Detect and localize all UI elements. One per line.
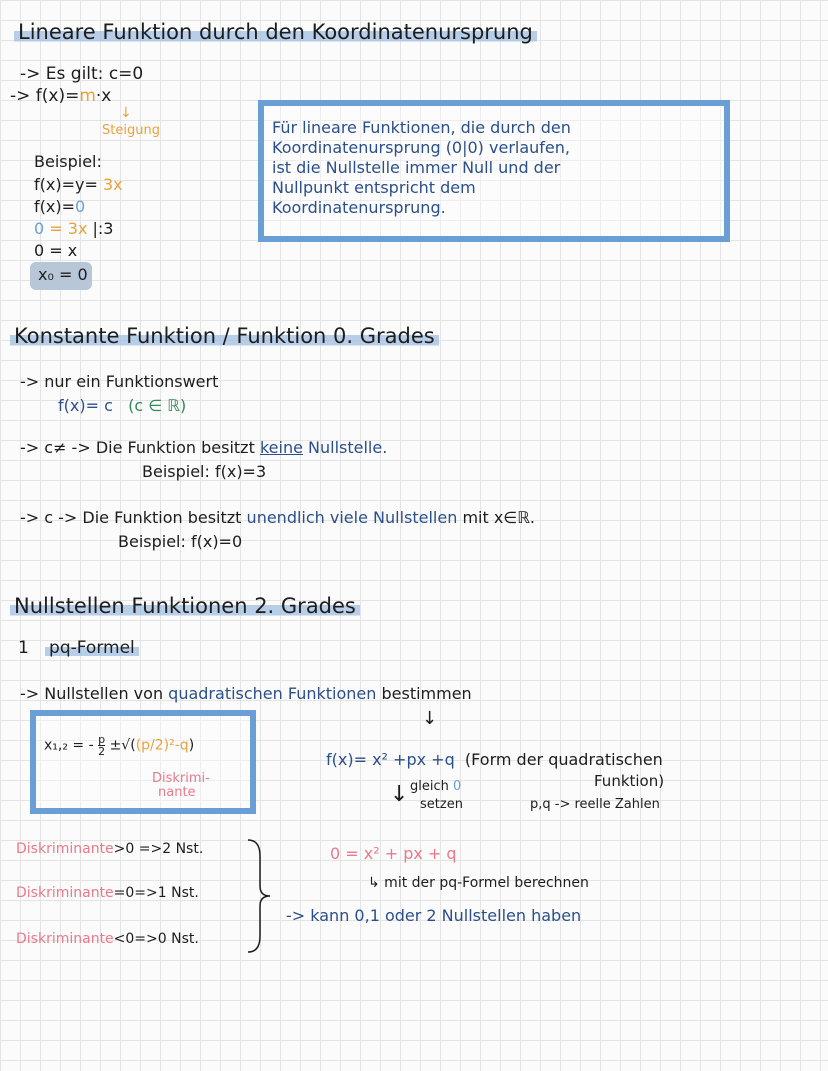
pq-intro: -> Nullstellen von quadratischen Funktionen bestimmen: [20, 684, 472, 703]
section-title-constant: Konstante Funktion / Funktion 0. Grades: [10, 326, 439, 347]
quadratic-form: f(x)= x² +px +q (Form der quadratischen: [326, 750, 663, 769]
arrow-down-icon: ↓: [422, 708, 438, 729]
steigung-label: Steigung: [102, 123, 160, 138]
discriminant-case-1: Diskriminante>0 =>2 Nst.: [16, 841, 204, 857]
arrow-down-icon: ↓: [120, 105, 132, 121]
condition-line: -> Es gilt: c=0: [20, 64, 144, 84]
discriminant-label-2: nante: [158, 785, 196, 800]
pq-real-note: p,q -> reelle Zahlen: [530, 797, 660, 812]
example-eq-2: f(x)=0: [34, 197, 86, 216]
result-line: -> kann 0,1 oder 2 Nullstellen haben: [286, 906, 582, 925]
info-note-line-2: Koordinatenursprung (0|0) verlaufen,: [272, 138, 570, 157]
constant-case-2: -> c -> Die Funktion besitzt unendlich viele Nullstellen mit x∈ℝ.: [20, 508, 535, 527]
constant-case-1-example: Beispiel: f(x)=3: [142, 462, 267, 481]
pq-calc-note: ↳ mit der pq-Formel berechnen: [368, 875, 589, 891]
setzen-label: setzen: [420, 797, 463, 812]
quadratic-form-note: Funktion): [594, 772, 665, 790]
info-note-line-3: ist die Nullstelle immer Null und der: [272, 158, 561, 177]
discriminant-case-3: Diskriminante<0=>0 Nst.: [16, 931, 199, 947]
constant-case-2-example: Beispiel: f(x)=0: [118, 532, 243, 551]
info-note-line-1: Für lineare Funktionen, die durch den: [272, 118, 571, 137]
formula-box: [30, 710, 256, 814]
constant-line-2: f(x)= c (c ∈ ℝ): [58, 396, 187, 415]
pq-formula: x₁,₂ = - $\frac{p}{2}$ ±√((p/2)²-q): [44, 733, 195, 758]
example-eq-3: 0 = 3x |:3: [34, 219, 114, 238]
section-title-linear: Lineare Funktion durch den Koordinatenursprung: [14, 22, 537, 43]
example-eq-1: f(x)=y= 3x: [34, 175, 123, 194]
constant-case-1: -> c≠ -> Die Funktion besitzt keine Nullstelle.: [20, 438, 388, 457]
arrow-down-icon: ↓: [390, 782, 409, 807]
example-eq-4: 0 = x: [34, 241, 78, 260]
section-title-quadratic: Nullstellen Funktionen 2. Grades: [10, 596, 360, 617]
info-note-line-5: Koordinatenursprung.: [272, 198, 446, 217]
example-result: x₀ = 0: [38, 265, 88, 284]
discriminant-case-2: Diskriminante=0=>1 Nst.: [16, 885, 199, 901]
gleich-label: gleich 0: [410, 779, 462, 794]
function-line: -> f(x)=m·x: [10, 86, 112, 106]
example-label: Beispiel:: [34, 152, 102, 171]
info-note-line-4: Nullpunkt entspricht dem: [272, 178, 476, 197]
subsection-pq: 1 pq-Formel: [18, 640, 139, 657]
zero-equation: 0 = x² + px + q: [330, 844, 457, 863]
fraction-p-over-2: $\frac{p}{2}$: [98, 733, 106, 758]
constant-line-1: -> nur ein Funktionswert: [20, 372, 219, 391]
right-brace-icon: [244, 836, 274, 956]
discriminant-label-1: Diskrimi-: [152, 771, 210, 786]
